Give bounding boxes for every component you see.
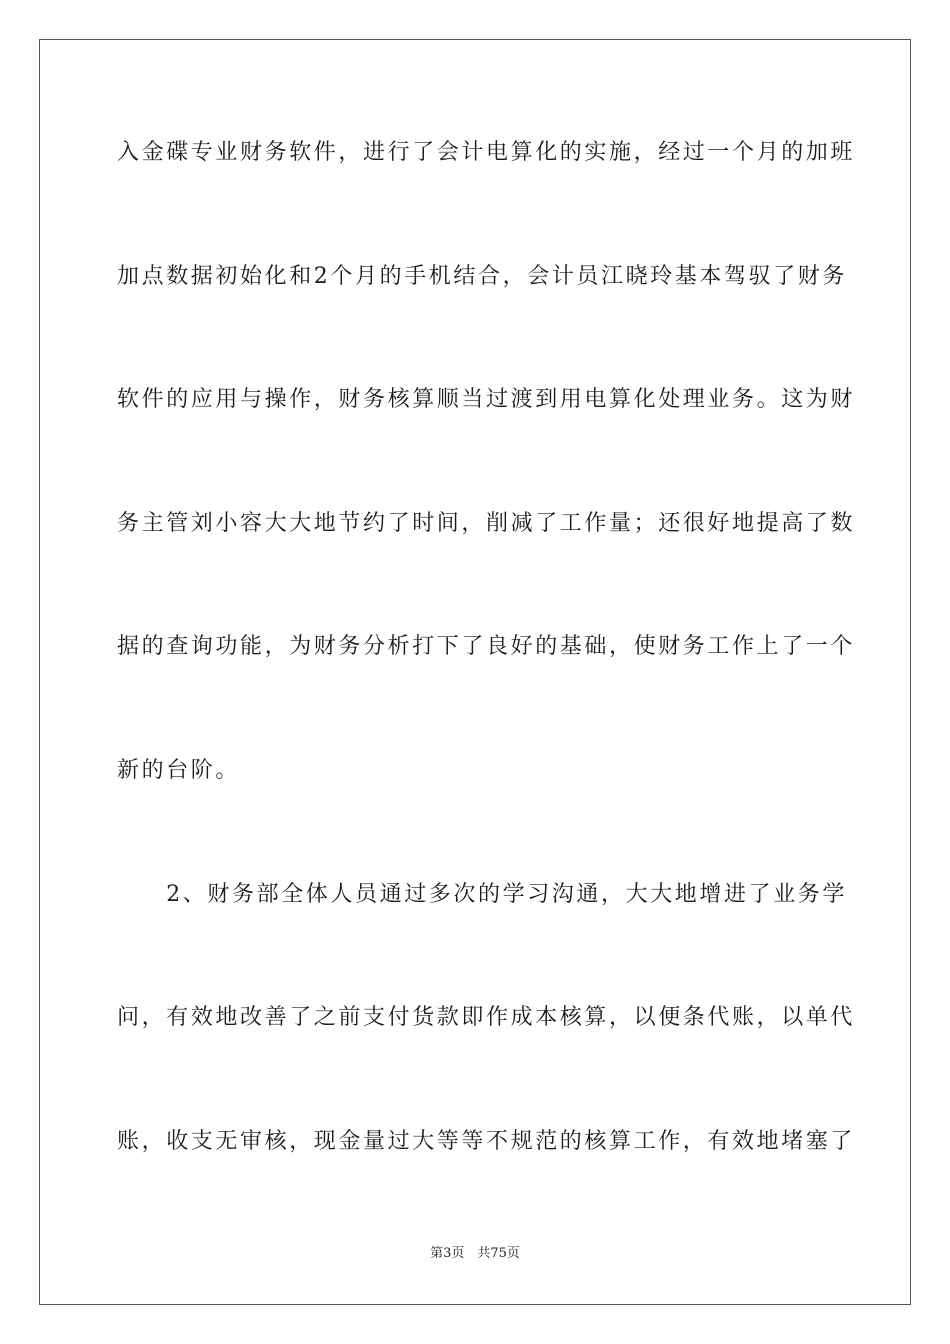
body-text-line: 入金碟专业财务软件，进行了会计电算化的实施，经过一个月的加班 — [117, 140, 856, 165]
page-number: 第3页 共75页 — [430, 1246, 520, 1261]
body-text-line: 账，收支无审核，现金量过大等等不规范的核算工作，有效地堵塞了 — [117, 1129, 856, 1154]
body-text-line: 2、财务部全体人员通过多次的学习沟通，大大地增进了业务学 — [117, 882, 847, 907]
body-text-line: 软件的应用与操作，财务核算顺当过渡到用电算化处理业务。这为财 — [117, 387, 856, 412]
body-text-line: 新的台阶。 — [117, 758, 241, 783]
body-text-line: 务主管刘小容大大地节约了时间，削减了工作量；还很好地提高了数 — [117, 511, 856, 536]
page-border — [39, 39, 911, 1305]
body-text-line: 据的查询功能，为财务分析打下了良好的基础，使财务工作上了一个 — [117, 634, 856, 659]
body-text-line: 加点数据初始化和2个月的手机结合，会计员江晓玲基本驾驭了财务 — [117, 264, 847, 289]
body-text-line: 问，有效地改善了之前支付货款即作成本核算，以便条代账，以单代 — [117, 1005, 856, 1030]
